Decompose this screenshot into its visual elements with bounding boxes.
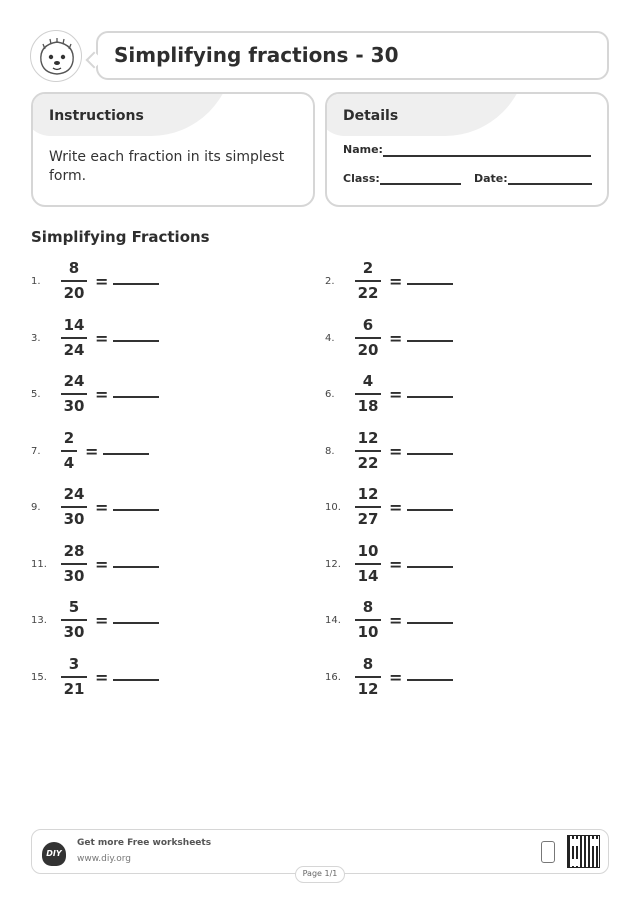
section-title: Simplifying Fractions <box>31 228 210 246</box>
denominator: 24 <box>63 341 85 359</box>
fraction-bar <box>355 337 381 339</box>
denominator: 22 <box>357 284 379 302</box>
numerator: 14 <box>63 316 85 334</box>
problem-number: 8. <box>325 446 335 457</box>
answer-line[interactable] <box>113 340 159 342</box>
problem-number: 5. <box>31 389 41 400</box>
numerator: 3 <box>68 655 80 673</box>
page-indicator: Page 1/1 <box>295 866 345 883</box>
equals-sign: = <box>95 668 109 687</box>
fraction-bar <box>355 619 381 621</box>
answer-line[interactable] <box>113 283 159 285</box>
diy-logo-icon[interactable]: DIY <box>42 842 66 866</box>
equals-sign: = <box>95 385 109 404</box>
page-title: Simplifying fractions - 30 <box>114 43 399 67</box>
fraction <box>355 655 381 700</box>
fraction <box>61 259 87 304</box>
fraction-bar <box>61 280 87 282</box>
problem-item <box>325 259 585 311</box>
equals-sign: = <box>95 498 109 517</box>
equals-sign: = <box>95 329 109 348</box>
problem-number: 6. <box>325 389 335 400</box>
fraction-bar <box>355 506 381 508</box>
problem-number: 13. <box>31 615 47 626</box>
numerator: 12 <box>357 485 379 503</box>
fraction-bar <box>355 563 381 565</box>
problem-number: 1. <box>31 276 41 287</box>
denominator: 20 <box>63 284 85 302</box>
fraction <box>355 259 381 304</box>
problem-item <box>31 655 291 707</box>
problem-number: 10. <box>325 502 341 513</box>
equals-sign: = <box>389 611 403 630</box>
answer-line[interactable] <box>113 679 159 681</box>
numerator: 6 <box>362 316 374 334</box>
fraction <box>61 429 77 474</box>
denominator: 27 <box>357 510 379 528</box>
problem-item <box>325 485 585 537</box>
problem-number: 4. <box>325 333 335 344</box>
fraction <box>61 485 87 530</box>
fraction-bar <box>61 393 87 395</box>
fraction <box>355 316 381 361</box>
equals-sign: = <box>389 498 403 517</box>
footer-promo-text: Get more Free worksheets <box>77 838 212 848</box>
denominator: 12 <box>357 680 379 698</box>
problem-number: 11. <box>31 559 47 570</box>
problem-item <box>31 542 291 594</box>
denominator: 30 <box>63 510 85 528</box>
denominator: 20 <box>357 341 379 359</box>
problem-item <box>31 429 291 481</box>
fraction <box>61 655 87 700</box>
numerator: 2 <box>362 259 374 277</box>
equals-sign: = <box>389 555 403 574</box>
fraction-bar <box>355 393 381 395</box>
denominator: 10 <box>357 623 379 641</box>
numerator: 28 <box>63 542 85 560</box>
fraction-bar <box>61 563 87 565</box>
numerator: 8 <box>362 598 374 616</box>
details-panel <box>325 92 609 207</box>
equals-sign: = <box>389 272 403 291</box>
fraction <box>355 372 381 417</box>
fraction-bar <box>61 450 77 452</box>
details-heading: Details <box>343 108 399 124</box>
numerator: 5 <box>68 598 80 616</box>
fraction-bar <box>61 619 87 621</box>
problem-number: 9. <box>31 502 41 513</box>
denominator: 18 <box>357 397 379 415</box>
problem-item <box>31 316 291 368</box>
denominator: 14 <box>357 567 379 585</box>
fraction-bar <box>61 676 87 678</box>
denominator: 22 <box>357 454 379 472</box>
fraction-bar <box>355 280 381 282</box>
equals-sign: = <box>95 611 109 630</box>
problem-item <box>325 316 585 368</box>
answer-line[interactable] <box>407 453 453 455</box>
equals-sign: = <box>389 668 403 687</box>
instructions-panel <box>31 92 315 207</box>
problem-number: 14. <box>325 615 341 626</box>
equals-sign: = <box>85 442 99 461</box>
numerator: 24 <box>63 485 85 503</box>
fraction <box>61 316 87 361</box>
answer-line[interactable] <box>113 396 159 398</box>
answer-line[interactable] <box>113 509 159 511</box>
denominator: 21 <box>63 680 85 698</box>
answer-line[interactable] <box>407 509 453 511</box>
answer-line[interactable] <box>407 283 453 285</box>
problem-item <box>31 259 291 311</box>
equals-sign: = <box>389 442 403 461</box>
phone-icon <box>541 841 555 863</box>
fraction <box>355 485 381 530</box>
answer-line[interactable] <box>407 679 453 681</box>
equals-sign: = <box>95 272 109 291</box>
problem-number: 16. <box>325 672 341 683</box>
problem-number: 7. <box>31 446 41 457</box>
problem-item <box>325 429 585 481</box>
answer-line[interactable] <box>103 453 149 455</box>
fraction-bar <box>355 450 381 452</box>
name-field[interactable] <box>383 155 591 157</box>
numerator: 4 <box>362 372 374 390</box>
fraction-bar <box>61 337 87 339</box>
answer-line[interactable] <box>407 622 453 624</box>
problem-number: 12. <box>325 559 341 570</box>
problem-item <box>325 598 585 650</box>
answer-line[interactable] <box>407 566 453 568</box>
equals-sign: = <box>95 555 109 574</box>
fraction <box>355 429 381 474</box>
instructions-heading: Instructions <box>49 108 144 124</box>
fraction <box>61 372 87 417</box>
fraction-bar <box>355 676 381 678</box>
qr-code-icon[interactable] <box>567 835 600 868</box>
problem-number: 2. <box>325 276 335 287</box>
denominator: 30 <box>63 567 85 585</box>
date-label: Date: <box>474 172 508 185</box>
fraction-bar <box>61 506 87 508</box>
answer-line[interactable] <box>113 566 159 568</box>
fraction <box>61 542 87 587</box>
class-field[interactable] <box>380 183 461 185</box>
problem-item <box>31 485 291 537</box>
numerator: 10 <box>357 542 379 560</box>
numerator: 2 <box>63 429 75 447</box>
equals-sign: = <box>389 329 403 348</box>
numerator: 12 <box>357 429 379 447</box>
problem-number: 3. <box>31 333 41 344</box>
problem-item <box>31 372 291 424</box>
class-label: Class: <box>343 172 380 185</box>
answer-line[interactable] <box>407 340 453 342</box>
name-label: Name: <box>343 143 383 156</box>
instructions-text: Write each fraction in its simplest form. <box>49 149 285 184</box>
numerator: 8 <box>68 259 80 277</box>
answer-line[interactable] <box>407 396 453 398</box>
title-banner <box>96 31 609 80</box>
date-field[interactable] <box>508 183 592 185</box>
numerator: 8 <box>362 655 374 673</box>
numerator: 24 <box>63 372 85 390</box>
problem-item <box>325 542 585 594</box>
problem-item <box>31 598 291 650</box>
problem-number: 15. <box>31 672 47 683</box>
answer-line[interactable] <box>113 622 159 624</box>
equals-sign: = <box>389 385 403 404</box>
denominator: 30 <box>63 397 85 415</box>
fraction <box>355 542 381 587</box>
mascot-icon <box>30 30 82 82</box>
problem-item <box>325 372 585 424</box>
denominator: 4 <box>63 454 75 472</box>
fraction <box>61 598 87 643</box>
problem-item <box>325 655 585 707</box>
footer-link[interactable]: www.diy.org <box>77 854 131 864</box>
fraction <box>355 598 381 643</box>
denominator: 30 <box>63 623 85 641</box>
